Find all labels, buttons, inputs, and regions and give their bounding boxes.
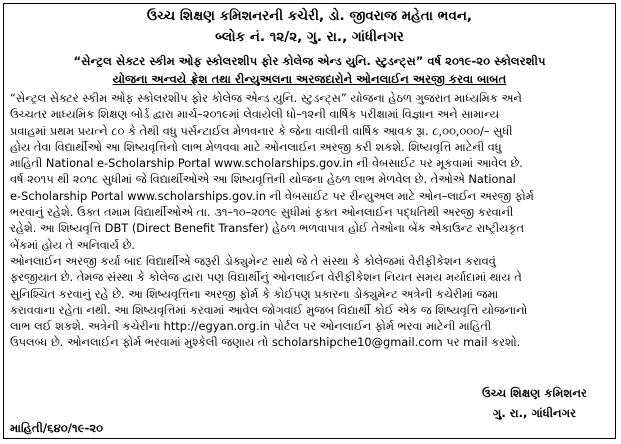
notice-box (3, 3, 616, 439)
body-line: ઉપલબ્ધ છે. ઓનલાઈન ફોર્મ ભરવામાં મુશ્કેલી જણાય તો scholarshipche10@gmail.com પર mail કરશો. (10, 335, 521, 350)
body-line: કરાવવાના રહેતા નથી. આ શિષ્યવૃત્તિમાં કરવામાં આવેલ જોગવાઈ મુજબ વિદ્યાર્થી કોઈ એક જ શિષ્યવૃત્તિ યોજનાનો (10, 302, 528, 317)
subject-line-1: “સેન્ટ્રલ સેક્ટર સ્કીમ ઓફ સ્કોલરશીપ ફોર કોલેજ એન્ડ યુનિ. સ્ટુડન્ટ્સ” વર્ષ ૨૦૧૯-૨૦ સ્કોલરશીપ (73, 54, 546, 68)
body-line: ઉચ્ચતર માધ્યમિક શિક્ષણ બોર્ડ દ્વારા માર્ચ–૨૦૧૯માં લેવાયેલી ધો–૧૨ની વાર્ષિક પરીક્ષામાં વિજ્ઞાન અને સામાન્ય (10, 107, 500, 122)
signature-block (482, 383, 587, 423)
subject-line-2: યોજના અન્વયે ફ્રેશ તથા રીન્યુઅલના અરજદારોને ઓનલાઈન અરજી કરવા બાબત (112, 72, 507, 86)
body-line: ફરજીયાત છે. તેમજ સંસ્થા કે કોલેજ દ્વારા પણ વિદ્યાર્થીનું ઓનલાઈન વેરીફીકેશન નિયત સમય મર્યાદામાં થાય તે (10, 270, 522, 285)
signature-title: ઉચ્ચ શિક્ષણ કમિશનર (482, 386, 587, 400)
body-line: બેંકમાં હોય તે અનિવાર્ય છે. (10, 237, 136, 252)
signature-place: ગુ. રા., ગાંધીનગર (492, 406, 577, 420)
body-line: e-Scholarship Portal www.scholarships.gov.in ની વેબસાઈટ પર રીન્યુઅલ માટે ઓન–લાઈન અરજી ફોર્મ (10, 188, 534, 203)
body-line: વર્ષ ૨૦૧૫ થી ૨૦૧૮ સુધીમાં જે વિદ્યાર્થીઓએ આ શિષ્યવૃત્તિની યોજના હેઠળ લાભ મેળવેલ છે. તેઓએ National (10, 172, 516, 187)
notice-body (10, 90, 609, 351)
body-line: સુનિશ્ચિત કરવાનું રહે છે. આ શિષ્યવૃત્તિના અરજી ફોર્મ કે કોઈપણ પ્રકારના ડોક્યુમેન્ટ અત્રેની કચેરીમાં જમા (10, 286, 499, 301)
body-line: લાભ લઈ શકશે. અત્રેની કચેરીના http://egyan.org.in પોર્ટલ પર ઓનલાઈન ફોર્મ ભરવા માટેની માહિતી (10, 319, 492, 334)
reference-number: માહિતી/૬૪૦/૧૯-૨૦ (10, 421, 104, 435)
body-line: માહિતી National e-Scholarship Portal www.scholarships.gov.in ની વેબસાઈટ પર મૂકવામાં આવેલ છે. (10, 156, 523, 171)
body-line: રહેશે. આ શિષ્યવૃત્તિ DBT (Direct Benefit Transfer) હેઠળ ભળવાપાત્ર હોઈ તેઓના બેંક એકાઉન્ટ રાષ્ટ્રીયકૃત (10, 221, 524, 236)
body-line: હોય તેવા વિદ્યાર્થીઓ આ શિષ્યવૃત્તિનો લાભ મેળવવા માટે ઓનલાઈન અરજી કરી શકશે. શિષ્યવૃત્તિ માટેની વધુ (10, 139, 502, 154)
body-line: ભરવાનું રહેશે. ઉક્ત તમામ વિદ્યાર્થીઓએ તા. ૩૧–૧૦–૨૦૧૯ સુધીમાં ફક્ત ઓનલાઈન પદ્ધતિથી અરજી કરવાની (10, 205, 514, 220)
office-name: ઉચ્ચ શિક્ષણ કમિશનરની કચેરી, ડો. જીવરાજ મહેતા ભવન, (146, 8, 473, 24)
office-address: બ્લોક નં. ૧૨/૨, ગુ. રા., ગાંધીનગર (215, 29, 404, 45)
body-line: ઓનલાઈન અરજી કર્યા બાદ વિદ્યાર્થીએ જરૂરી ડોક્યુમેન્ટ સાથે જે તે સંસ્થા કે કોલેજમાં વેરીફીકેશન કરાવવું (10, 253, 496, 268)
body-line: પ્રવાહમાં પ્રથમ પ્રયત્ને ૮૦ કે તેથી વધુ પર્સન્ટાઈલ મેળવનાર કે જેના વાલીની વાર્ષિક આવક રૂા. ૮,૦૦,૦૦૦/– સુધી (10, 123, 513, 138)
body-line: “સેન્ટ્રલ સેક્ટર સ્કીમ ઓફ સ્કોલરશીપ ફોર કોલેજ એન્ડ યુનિ. સ્ટુડન્ટ્સ” યોજના હેઠળ ગુજરાત માધ્યમિક અને (10, 91, 522, 105)
notice-subject (27, 52, 593, 88)
